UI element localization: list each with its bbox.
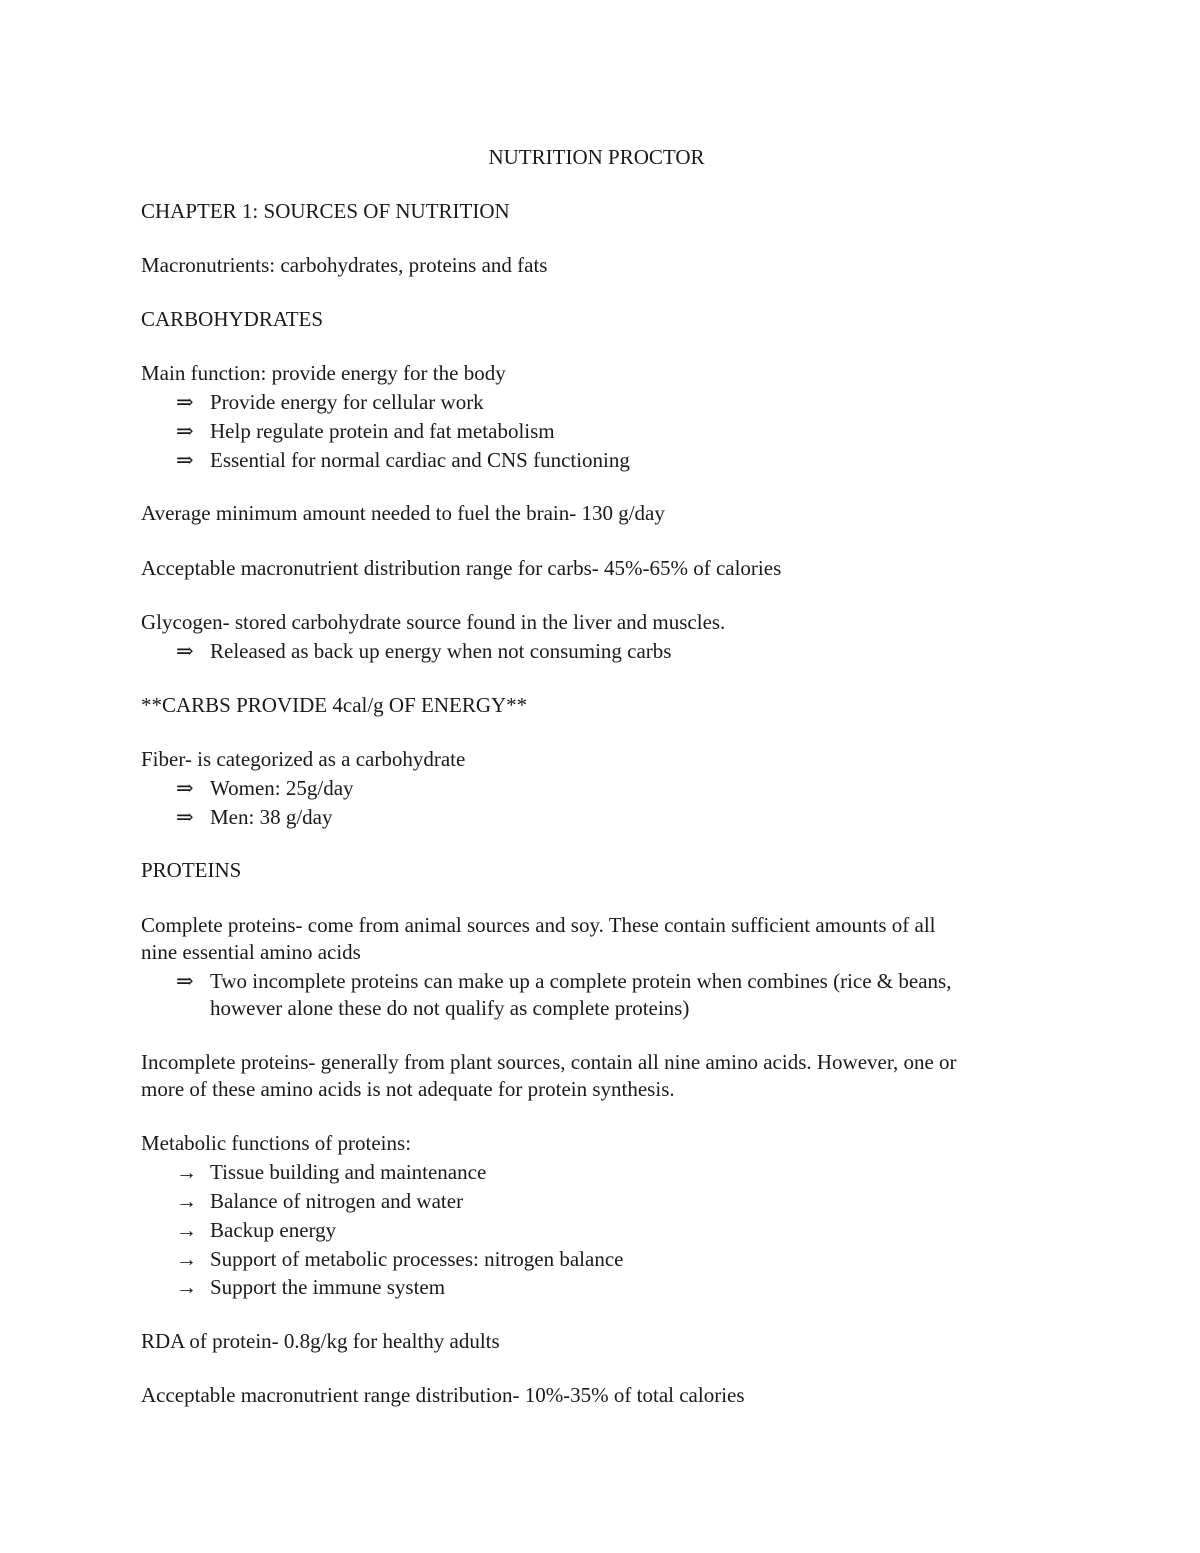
list-item-text: Help regulate protein and fat metabolism: [210, 419, 555, 443]
list-item: [176, 637, 671, 665]
list-item: [176, 1245, 623, 1273]
list-item-text: Support the immune system: [210, 1275, 446, 1299]
double-arrow-icon: ⇒: [176, 969, 194, 993]
carbs-amdr: Acceptable macronutrient distribution range for carbs- 45%-65% of calories: [141, 556, 782, 580]
double-arrow-icon: ⇒: [176, 776, 194, 800]
protein-rda: RDA of protein- 0.8g/kg for healthy adults: [141, 1329, 500, 1353]
list-item: [176, 388, 484, 416]
protein-amdr: Acceptable macronutrient range distribution- 10%-35% of total calories: [141, 1383, 745, 1407]
list-item-text: Essential for normal cardiac and CNS functioning: [210, 448, 630, 472]
double-arrow-icon: ⇒: [176, 448, 194, 472]
incomplete-proteins-line-2: more of these amino acids is not adequate for protein synthesis.: [141, 1077, 675, 1101]
list-item-text: Men: 38 g/day: [210, 805, 333, 829]
arrow-right-icon: →: [176, 1189, 197, 1213]
list-item-text: Tissue building and maintenance: [210, 1160, 487, 1184]
list-item-text: Backup energy: [210, 1218, 337, 1242]
chapter-heading: CHAPTER 1: SOURCES OF NUTRITION: [141, 199, 510, 223]
double-arrow-icon: ⇒: [176, 390, 194, 414]
carbohydrates-heading: CARBOHYDRATES: [141, 307, 324, 331]
list-item-text: Women: 25g/day: [210, 776, 354, 800]
carbs-main-function: Main function: provide energy for the body: [141, 361, 506, 385]
complete-proteins-line-2: nine essential amino acids: [141, 940, 361, 964]
proteins-heading: PROTEINS: [141, 858, 242, 882]
arrow-right-icon: →: [176, 1160, 197, 1184]
list-item: [176, 417, 555, 445]
carbs-min-amount: Average minimum amount needed to fuel the brain- 130 g/day: [141, 501, 665, 525]
list-item-continuation: however alone these do not qualify as complete proteins): [210, 996, 690, 1020]
list-item: [176, 446, 630, 474]
arrow-right-icon: →: [176, 1247, 197, 1271]
list-item-text: Two incomplete proteins can make up a complete protein when combines (rice & beans,: [210, 969, 952, 993]
double-arrow-icon: ⇒: [176, 639, 194, 663]
arrow-right-icon: →: [176, 1275, 197, 1299]
list-item-text: Released as back up energy when not consuming carbs: [210, 639, 672, 663]
glycogen-line: Glycogen- stored carbohydrate source found in the liver and muscles.: [141, 610, 726, 634]
macronutrients-line: Macronutrients: carbohydrates, proteins and fats: [141, 253, 548, 277]
arrow-right-icon: →: [176, 1218, 197, 1242]
double-arrow-icon: ⇒: [176, 805, 194, 829]
complete-proteins-line-1: Complete proteins- come from animal sources and soy. These contain sufficient amounts of all: [141, 913, 936, 937]
list-item: [176, 774, 354, 802]
list-item: [176, 1158, 486, 1186]
list-item-text: Support of metabolic processes: nitrogen balance: [210, 1247, 624, 1271]
list-item: [176, 803, 332, 831]
list-item: [176, 1187, 463, 1215]
list-item: [176, 1216, 336, 1244]
list-item: [176, 967, 951, 995]
list-item-text: Balance of nitrogen and water: [210, 1189, 464, 1213]
metabolic-functions-heading: Metabolic functions of proteins:: [141, 1131, 412, 1155]
list-item: [176, 1273, 445, 1301]
fiber-line: Fiber- is categorized as a carbohydrate: [141, 747, 466, 771]
document-title: NUTRITION PROCTOR: [488, 145, 705, 169]
incomplete-proteins-line-1: Incomplete proteins- generally from plant sources, contain all nine amino acids. However, one or: [141, 1050, 957, 1074]
double-arrow-icon: ⇒: [176, 419, 194, 443]
list-item-text: Provide energy for cellular work: [210, 390, 484, 414]
carbs-energy-note: **CARBS PROVIDE 4cal/g OF ENERGY**: [141, 693, 528, 717]
